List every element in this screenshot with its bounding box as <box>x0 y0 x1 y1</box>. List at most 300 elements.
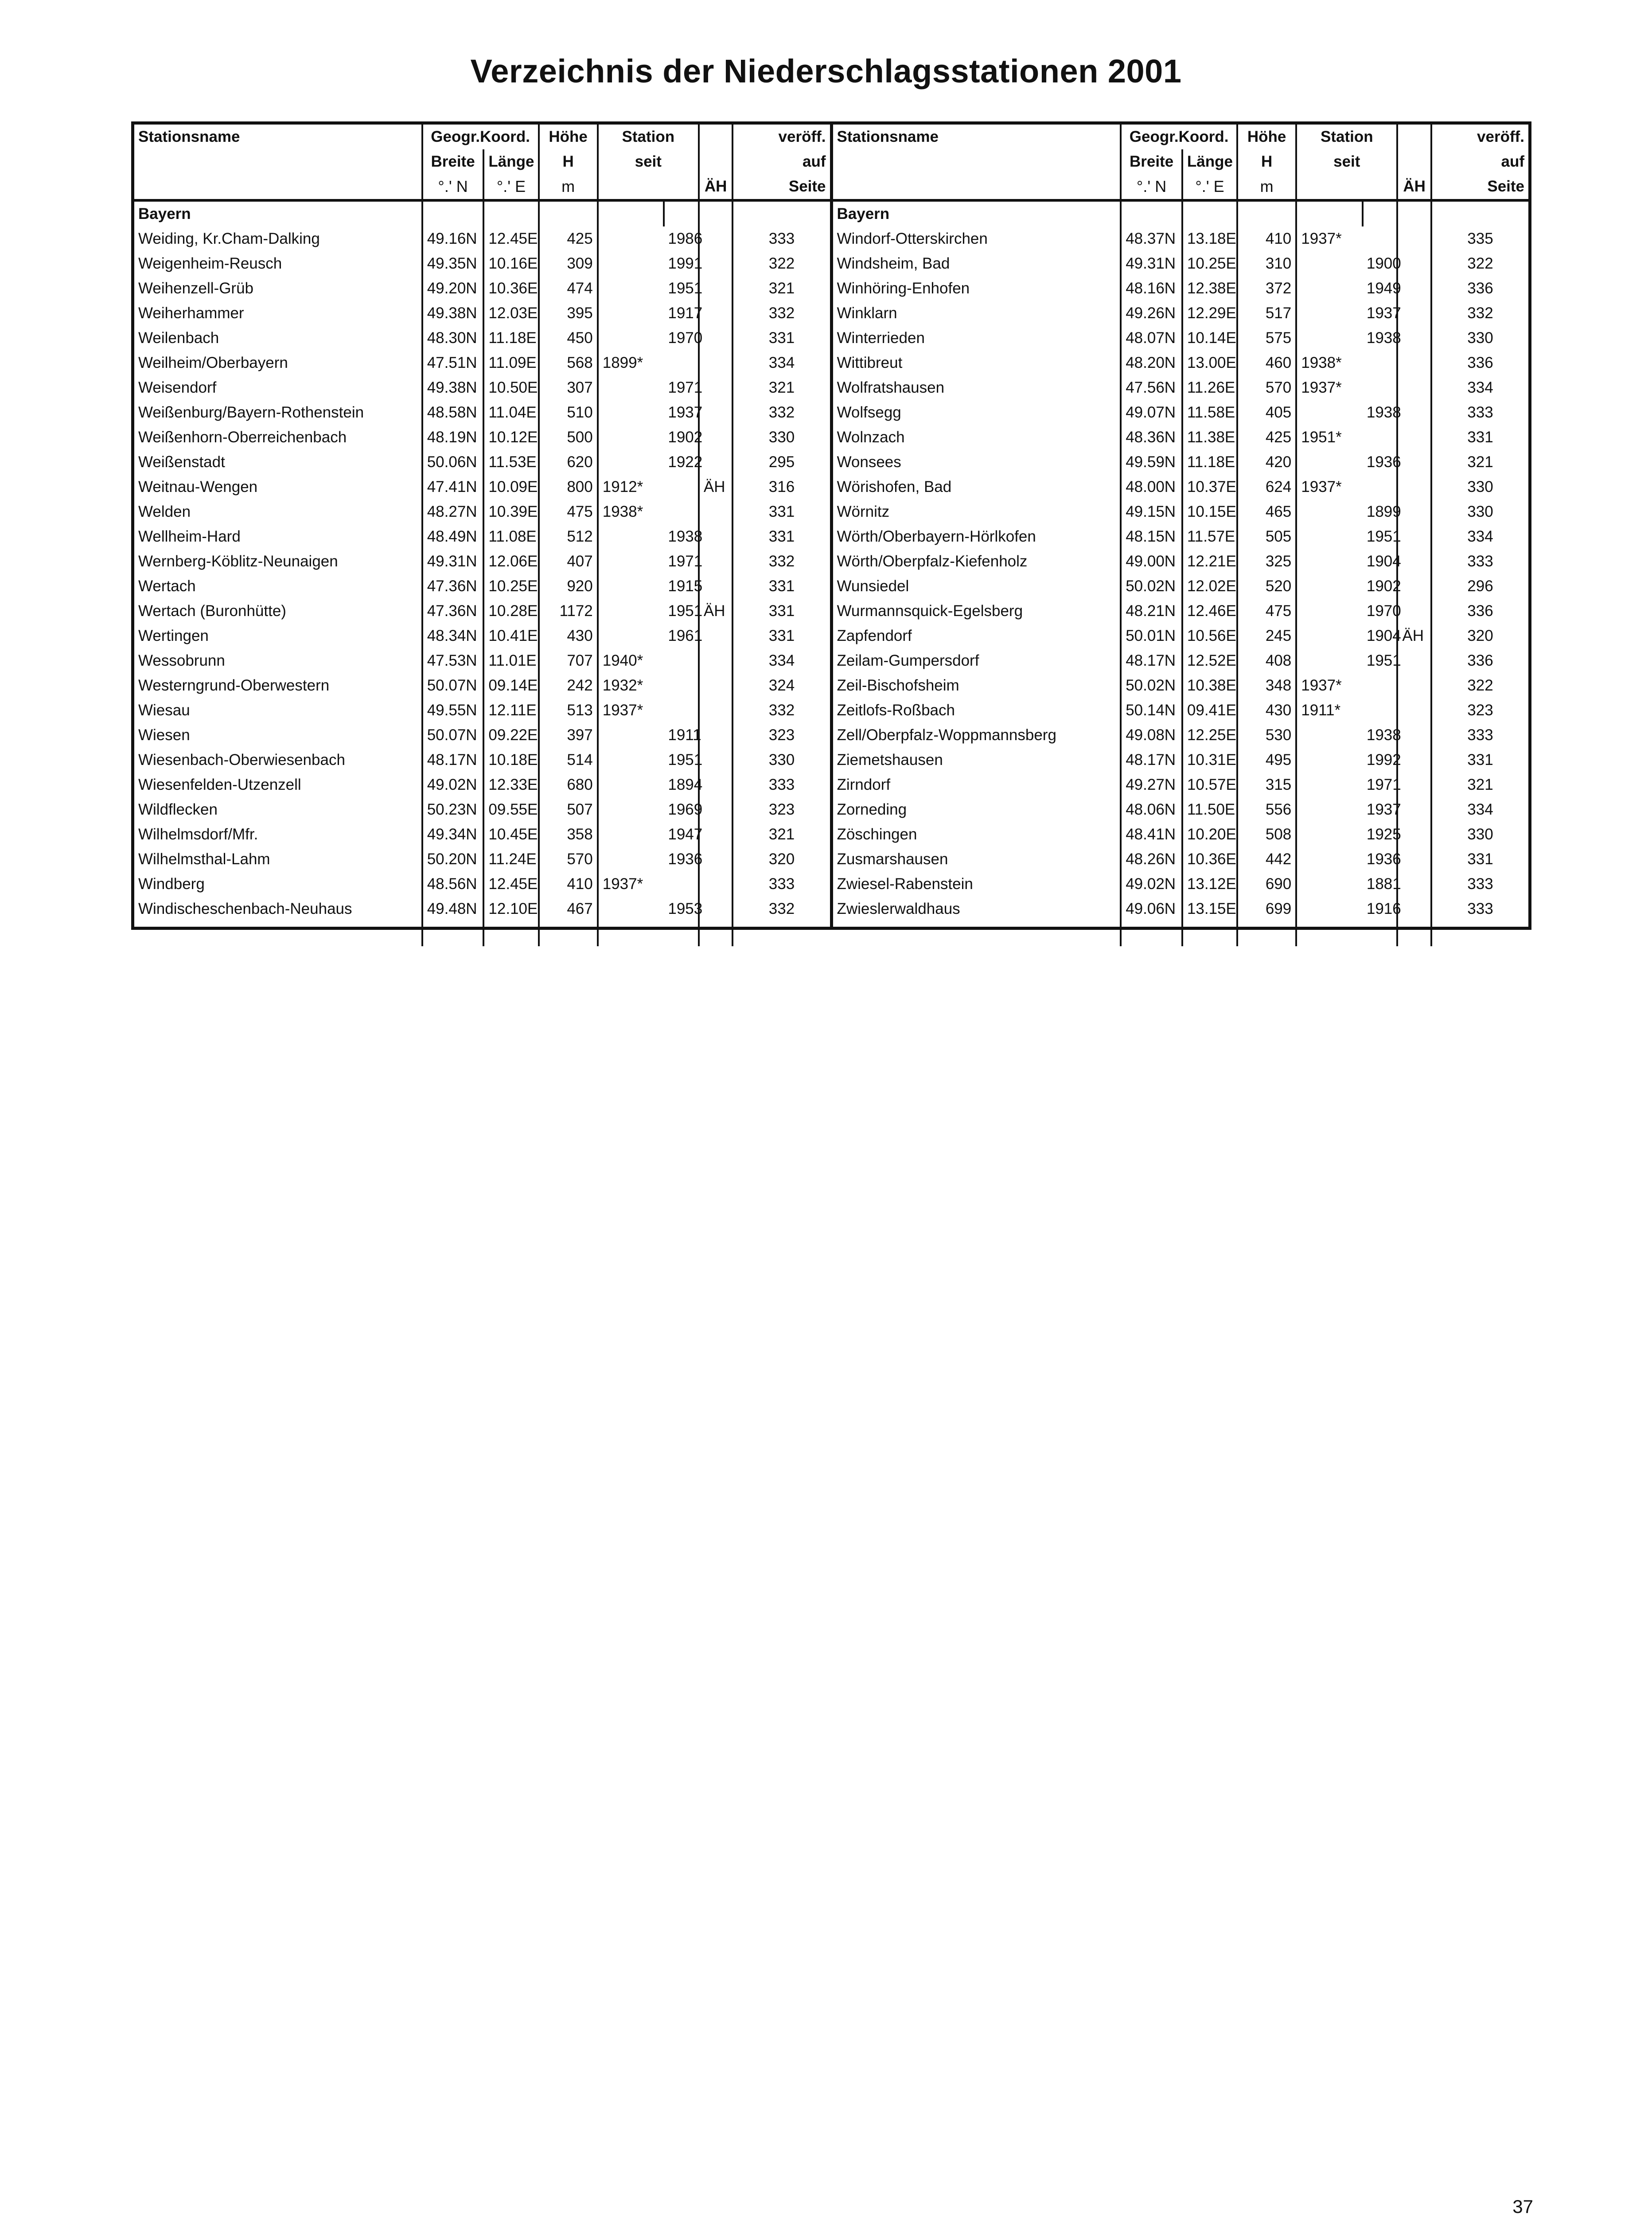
aeh-flag <box>1397 673 1431 698</box>
table-row <box>833 425 1529 450</box>
station-name: Zwieslerwaldhaus <box>837 900 960 917</box>
table-row <box>134 748 830 772</box>
latitude: 48.37N <box>1121 226 1182 251</box>
elevation: 517 <box>1237 301 1296 326</box>
station-name: Westerngrund-Oberwestern <box>138 677 330 694</box>
table-row <box>833 375 1529 400</box>
page-ref: 320 <box>732 847 830 872</box>
aeh-flag <box>1397 772 1431 797</box>
since-starred <box>1296 450 1363 475</box>
longitude: 10.36E <box>1182 847 1237 872</box>
since-starred <box>1296 251 1363 276</box>
latitude: 48.49N <box>422 524 484 549</box>
since-year: 1904 <box>1366 627 1401 644</box>
page-ref: 332 <box>732 400 830 425</box>
since-starred <box>598 375 664 400</box>
since-starred <box>1296 772 1363 797</box>
since-starred <box>1296 599 1363 624</box>
since-starred <box>598 847 664 872</box>
longitude: 10.36E <box>483 276 538 301</box>
table-row <box>134 723 830 748</box>
region-row-right <box>833 200 1529 226</box>
since-year: 1951 <box>668 751 703 769</box>
col-header-unit-n: °.' N <box>1121 174 1182 200</box>
latitude: 49.07N <box>1121 400 1182 425</box>
aeh-flag <box>1397 847 1431 872</box>
station-name: Weißenstadt <box>138 453 225 471</box>
longitude: 11.57E <box>1182 524 1237 549</box>
latitude: 49.34N <box>422 822 484 847</box>
page-title: Verzeichnis der Niederschlagsstationen 2001 <box>470 53 1182 90</box>
since-starred: 1937* <box>598 698 664 723</box>
longitude: 12.38E <box>1182 276 1237 301</box>
elevation: 699 <box>1237 897 1296 921</box>
station-name: Wiesau <box>138 702 190 719</box>
station-name: Wertingen <box>138 627 209 644</box>
since-year: 1951 <box>668 602 703 620</box>
aeh-flag <box>1397 301 1431 326</box>
latitude: 49.06N <box>1121 897 1182 921</box>
longitude: 10.31E <box>1182 748 1237 772</box>
latitude: 48.07N <box>1121 326 1182 351</box>
table-row <box>134 351 830 375</box>
station-name: Wessobrunn <box>138 652 225 669</box>
since-year: 1937 <box>1366 801 1401 818</box>
since-year: 1937 <box>1366 304 1401 322</box>
latitude: 49.02N <box>1121 872 1182 897</box>
elevation: 310 <box>1237 251 1296 276</box>
latitude: 50.23N <box>422 797 484 822</box>
since-starred <box>1296 326 1363 351</box>
aeh-flag <box>1397 748 1431 772</box>
table-row <box>833 301 1529 326</box>
elevation: 680 <box>539 772 598 797</box>
station-name: Winterrieden <box>837 329 925 347</box>
page-ref: 336 <box>1431 648 1528 673</box>
latitude: 48.58N <box>422 400 484 425</box>
longitude: 10.16E <box>483 251 538 276</box>
latitude: 48.17N <box>1121 748 1182 772</box>
since-starred <box>1296 624 1363 648</box>
col-header-geogr-koord: Geogr.Koord. <box>422 125 539 149</box>
elevation: 372 <box>1237 276 1296 301</box>
since-starred <box>1296 822 1363 847</box>
col-header-blank <box>134 149 422 174</box>
latitude: 47.36N <box>422 574 484 599</box>
header-row-1-right <box>833 125 1529 149</box>
aeh-flag <box>699 326 733 351</box>
since-starred <box>598 425 664 450</box>
page-ref: 332 <box>732 698 830 723</box>
aeh-flag <box>1397 450 1431 475</box>
since-year: 1900 <box>1366 255 1401 272</box>
longitude: 11.04E <box>483 400 538 425</box>
since-starred: 1937* <box>1296 375 1363 400</box>
station-name: Wilhelmsthal-Lahm <box>138 851 270 868</box>
since-starred <box>1296 797 1363 822</box>
table-row <box>134 574 830 599</box>
since-starred: 1911* <box>1296 698 1363 723</box>
col-header-unit-e: °.' E <box>483 174 538 200</box>
col-header-hoehe: Höhe <box>1237 125 1296 149</box>
station-name: Wörth/Oberpfalz-Kiefenholz <box>837 553 1028 570</box>
table-row <box>134 301 830 326</box>
since-year: 1917 <box>668 304 703 322</box>
elevation: 348 <box>1237 673 1296 698</box>
table-row <box>134 897 830 921</box>
station-name: Weihenzell-Grüb <box>138 280 254 297</box>
since-starred: 1940* <box>598 648 664 673</box>
since-year: 1911 <box>668 726 701 744</box>
header-row-1 <box>134 125 830 149</box>
aeh-flag <box>699 351 733 375</box>
header-row-2 <box>134 149 830 174</box>
latitude: 49.31N <box>422 549 484 574</box>
latitude: 50.07N <box>422 673 484 698</box>
table-row <box>833 822 1529 847</box>
col-header-unit-m: m <box>1237 174 1296 200</box>
station-name: Wonsees <box>837 453 901 471</box>
col-header-blank <box>833 149 1121 174</box>
station-name: Zöschingen <box>837 826 917 843</box>
col-header-blank-4 <box>598 174 699 200</box>
table-row <box>833 599 1529 624</box>
longitude: 12.33E <box>483 772 538 797</box>
since-starred <box>598 400 664 425</box>
aeh-flag <box>699 698 733 723</box>
longitude: 10.20E <box>1182 822 1237 847</box>
page-ref: 333 <box>732 226 830 251</box>
table-row <box>134 450 830 475</box>
longitude: 11.24E <box>483 847 538 872</box>
station-name: Wurmannsquick-Egelsberg <box>837 602 1023 620</box>
elevation: 530 <box>1237 723 1296 748</box>
since-starred: 1937* <box>598 872 664 897</box>
aeh-flag: ÄH <box>699 599 733 624</box>
page-ref: 331 <box>732 599 830 624</box>
since-starred <box>598 797 664 822</box>
latitude: 48.30N <box>422 326 484 351</box>
elevation: 568 <box>539 351 598 375</box>
page-ref: 331 <box>732 524 830 549</box>
since-year: 1902 <box>1366 577 1401 595</box>
elevation: 495 <box>1237 748 1296 772</box>
table-row <box>134 375 830 400</box>
station-name: Weigenheim-Reusch <box>138 255 282 272</box>
table-right-half <box>830 125 1529 927</box>
region-row <box>134 200 830 226</box>
longitude: 11.09E <box>483 351 538 375</box>
since-year: 1915 <box>668 577 703 595</box>
table-row <box>833 549 1529 574</box>
page-ref: 334 <box>1431 375 1528 400</box>
aeh-flag <box>699 524 733 549</box>
header-row-2-right <box>833 149 1529 174</box>
elevation: 570 <box>539 847 598 872</box>
since-starred <box>1296 574 1363 599</box>
col-header-blank-3 <box>833 174 1121 200</box>
since-starred <box>1296 499 1363 524</box>
latitude: 48.34N <box>422 624 484 648</box>
aeh-flag <box>1397 648 1431 673</box>
col-header-blank-4 <box>1296 174 1397 200</box>
latitude: 49.08N <box>1121 723 1182 748</box>
aeh-flag <box>699 897 733 921</box>
since-starred <box>1296 524 1363 549</box>
longitude: 10.28E <box>483 599 538 624</box>
col-header-unit-m: m <box>539 174 598 200</box>
since-starred <box>598 624 664 648</box>
elevation: 505 <box>1237 524 1296 549</box>
header-row-3-right <box>833 174 1529 200</box>
page-ref: 323 <box>732 723 830 748</box>
table-row <box>134 475 830 499</box>
latitude: 50.20N <box>422 847 484 872</box>
elevation: 408 <box>1237 648 1296 673</box>
since-year: 1899 <box>1366 503 1401 520</box>
since-year: 1937 <box>668 404 703 421</box>
elevation: 425 <box>1237 425 1296 450</box>
aeh-flag <box>1397 425 1431 450</box>
station-name: Wörishofen, Bad <box>837 478 952 495</box>
elevation: 507 <box>539 797 598 822</box>
page-ref: 331 <box>732 624 830 648</box>
col-header-stationsname: Stationsname <box>138 128 240 145</box>
aeh-flag: ÄH <box>1397 624 1431 648</box>
since-year <box>664 673 698 698</box>
since-starred <box>1296 276 1363 301</box>
aeh-flag <box>699 549 733 574</box>
table-row <box>833 897 1529 921</box>
latitude: 50.02N <box>1121 673 1182 698</box>
station-name: Winklarn <box>837 304 897 322</box>
aeh-flag <box>699 822 733 847</box>
table-row <box>833 574 1529 599</box>
aeh-flag: ÄH <box>699 475 733 499</box>
table-row <box>134 673 830 698</box>
since-starred <box>1296 748 1363 772</box>
elevation: 474 <box>539 276 598 301</box>
station-name: Zirndorf <box>837 776 891 793</box>
elevation: 405 <box>1237 400 1296 425</box>
table-row <box>134 872 830 897</box>
page-ref: 331 <box>732 574 830 599</box>
col-header-seite: Seite <box>732 174 830 200</box>
elevation: 556 <box>1237 797 1296 822</box>
col-header-aeh: ÄH <box>1397 174 1431 200</box>
region-label: Bayern <box>138 205 191 222</box>
aeh-flag <box>1397 375 1431 400</box>
elevation: 512 <box>539 524 598 549</box>
elevation: 450 <box>539 326 598 351</box>
longitude: 11.26E <box>1182 375 1237 400</box>
aeh-flag <box>1397 276 1431 301</box>
col-header-blank-3 <box>134 174 422 200</box>
since-starred <box>1296 648 1363 673</box>
since-year: 1925 <box>1366 826 1401 843</box>
col-header-station: Station <box>1296 125 1397 149</box>
col-header-veroeff: veröff. <box>1431 125 1528 149</box>
elevation: 397 <box>539 723 598 748</box>
aeh-flag <box>699 648 733 673</box>
since-starred <box>598 524 664 549</box>
station-name: Wildflecken <box>138 801 218 818</box>
latitude: 48.16N <box>1121 276 1182 301</box>
since-year <box>1363 673 1397 698</box>
page-ref: 330 <box>1431 326 1528 351</box>
elevation: 325 <box>1237 549 1296 574</box>
page-ref: 321 <box>732 375 830 400</box>
page-ref: 316 <box>732 475 830 499</box>
page-ref: 321 <box>732 822 830 847</box>
station-name: Weiding, Kr.Cham-Dalking <box>138 230 320 247</box>
page-ref: 333 <box>732 872 830 897</box>
elevation: 467 <box>539 897 598 921</box>
latitude: 49.00N <box>1121 549 1182 574</box>
station-name: Wittibreut <box>837 354 903 371</box>
page-ref: 321 <box>1431 772 1528 797</box>
table-row <box>833 400 1529 425</box>
since-year: 1916 <box>1366 900 1401 917</box>
since-starred <box>598 251 664 276</box>
page-ref: 333 <box>1431 400 1528 425</box>
page-ref: 334 <box>1431 797 1528 822</box>
latitude: 49.15N <box>1121 499 1182 524</box>
page-ref: 331 <box>732 326 830 351</box>
elevation: 410 <box>539 872 598 897</box>
longitude: 12.29E <box>1182 301 1237 326</box>
col-header-auf: auf <box>1431 149 1528 174</box>
station-name: Windberg <box>138 875 205 893</box>
table-filler-row <box>134 921 830 946</box>
elevation: 425 <box>539 226 598 251</box>
col-header-blank-2 <box>1397 149 1431 174</box>
col-header-aeh-blank <box>699 125 733 149</box>
aeh-flag <box>1397 524 1431 549</box>
longitude: 10.14E <box>1182 326 1237 351</box>
since-starred <box>598 723 664 748</box>
page-ref: 323 <box>732 797 830 822</box>
since-starred <box>598 822 664 847</box>
table-row <box>134 797 830 822</box>
station-name: Zapfendorf <box>837 627 912 644</box>
elevation: 315 <box>1237 772 1296 797</box>
station-name: Wörth/Oberbayern-Hörlkofen <box>837 528 1036 545</box>
station-name: Weilheim/Oberbayern <box>138 354 288 371</box>
table-row <box>134 499 830 524</box>
station-table-right <box>833 125 1529 946</box>
since-starred <box>598 574 664 599</box>
longitude: 10.57E <box>1182 772 1237 797</box>
aeh-flag <box>1397 549 1431 574</box>
since-year: 1969 <box>668 801 703 818</box>
since-starred <box>1296 301 1363 326</box>
since-year <box>1363 375 1397 400</box>
since-year: 1992 <box>1366 751 1401 769</box>
since-starred: 1938* <box>1296 351 1363 375</box>
since-starred <box>1296 549 1363 574</box>
station-name: Welden <box>138 503 191 520</box>
since-starred: 1937* <box>1296 475 1363 499</box>
table-row <box>833 450 1529 475</box>
longitude: 12.06E <box>483 549 538 574</box>
table-row <box>833 772 1529 797</box>
page-ref: 332 <box>732 301 830 326</box>
latitude: 47.41N <box>422 475 484 499</box>
station-name: Wellheim-Hard <box>138 528 241 545</box>
since-starred: 1937* <box>1296 226 1363 251</box>
table-row <box>833 723 1529 748</box>
aeh-flag <box>699 797 733 822</box>
latitude: 49.31N <box>1121 251 1182 276</box>
since-year: 1971 <box>668 553 703 570</box>
page-ref: 296 <box>1431 574 1528 599</box>
elevation: 475 <box>1237 599 1296 624</box>
table-left-half <box>134 125 830 927</box>
latitude: 48.56N <box>422 872 484 897</box>
elevation: 575 <box>1237 326 1296 351</box>
aeh-flag <box>1397 897 1431 921</box>
table-row <box>833 276 1529 301</box>
station-name: Zeitlofs-Roßbach <box>837 702 955 719</box>
aeh-flag <box>699 301 733 326</box>
station-name: Wörnitz <box>837 503 890 520</box>
since-year: 1986 <box>668 230 703 247</box>
since-year: 1902 <box>668 429 703 446</box>
elevation: 800 <box>539 475 598 499</box>
table-row <box>134 847 830 872</box>
longitude: 10.18E <box>483 748 538 772</box>
aeh-flag <box>699 574 733 599</box>
since-starred <box>1296 723 1363 748</box>
page-ref: 330 <box>732 748 830 772</box>
aeh-flag <box>1397 599 1431 624</box>
latitude: 47.53N <box>422 648 484 673</box>
latitude: 50.06N <box>422 450 484 475</box>
latitude: 48.06N <box>1121 797 1182 822</box>
latitude: 49.16N <box>422 226 484 251</box>
latitude: 49.26N <box>1121 301 1182 326</box>
latitude: 49.20N <box>422 276 484 301</box>
elevation: 510 <box>539 400 598 425</box>
page-ref: 331 <box>732 499 830 524</box>
latitude: 47.56N <box>1121 375 1182 400</box>
longitude: 11.58E <box>1182 400 1237 425</box>
since-starred: 1932* <box>598 673 664 698</box>
table-row <box>134 276 830 301</box>
page-ref: 335 <box>1431 226 1528 251</box>
station-name: Ziemetshausen <box>837 751 943 769</box>
latitude: 48.17N <box>1121 648 1182 673</box>
latitude: 49.38N <box>422 301 484 326</box>
longitude: 13.15E <box>1182 897 1237 921</box>
table-row <box>833 847 1529 872</box>
longitude: 12.25E <box>1182 723 1237 748</box>
longitude: 10.25E <box>1182 251 1237 276</box>
station-name: Weisendorf <box>138 379 217 396</box>
since-year: 1970 <box>1366 602 1401 620</box>
latitude: 49.27N <box>1121 772 1182 797</box>
station-name: Wunsiedel <box>837 577 909 595</box>
station-name: Windischeschenbach-Neuhaus <box>138 900 352 917</box>
table-row <box>833 499 1529 524</box>
latitude: 49.35N <box>422 251 484 276</box>
latitude: 50.14N <box>1121 698 1182 723</box>
page-ref: 322 <box>1431 251 1528 276</box>
since-year <box>664 475 698 499</box>
since-starred: 1938* <box>598 499 664 524</box>
station-name: Windorf-Otterskirchen <box>837 230 988 247</box>
